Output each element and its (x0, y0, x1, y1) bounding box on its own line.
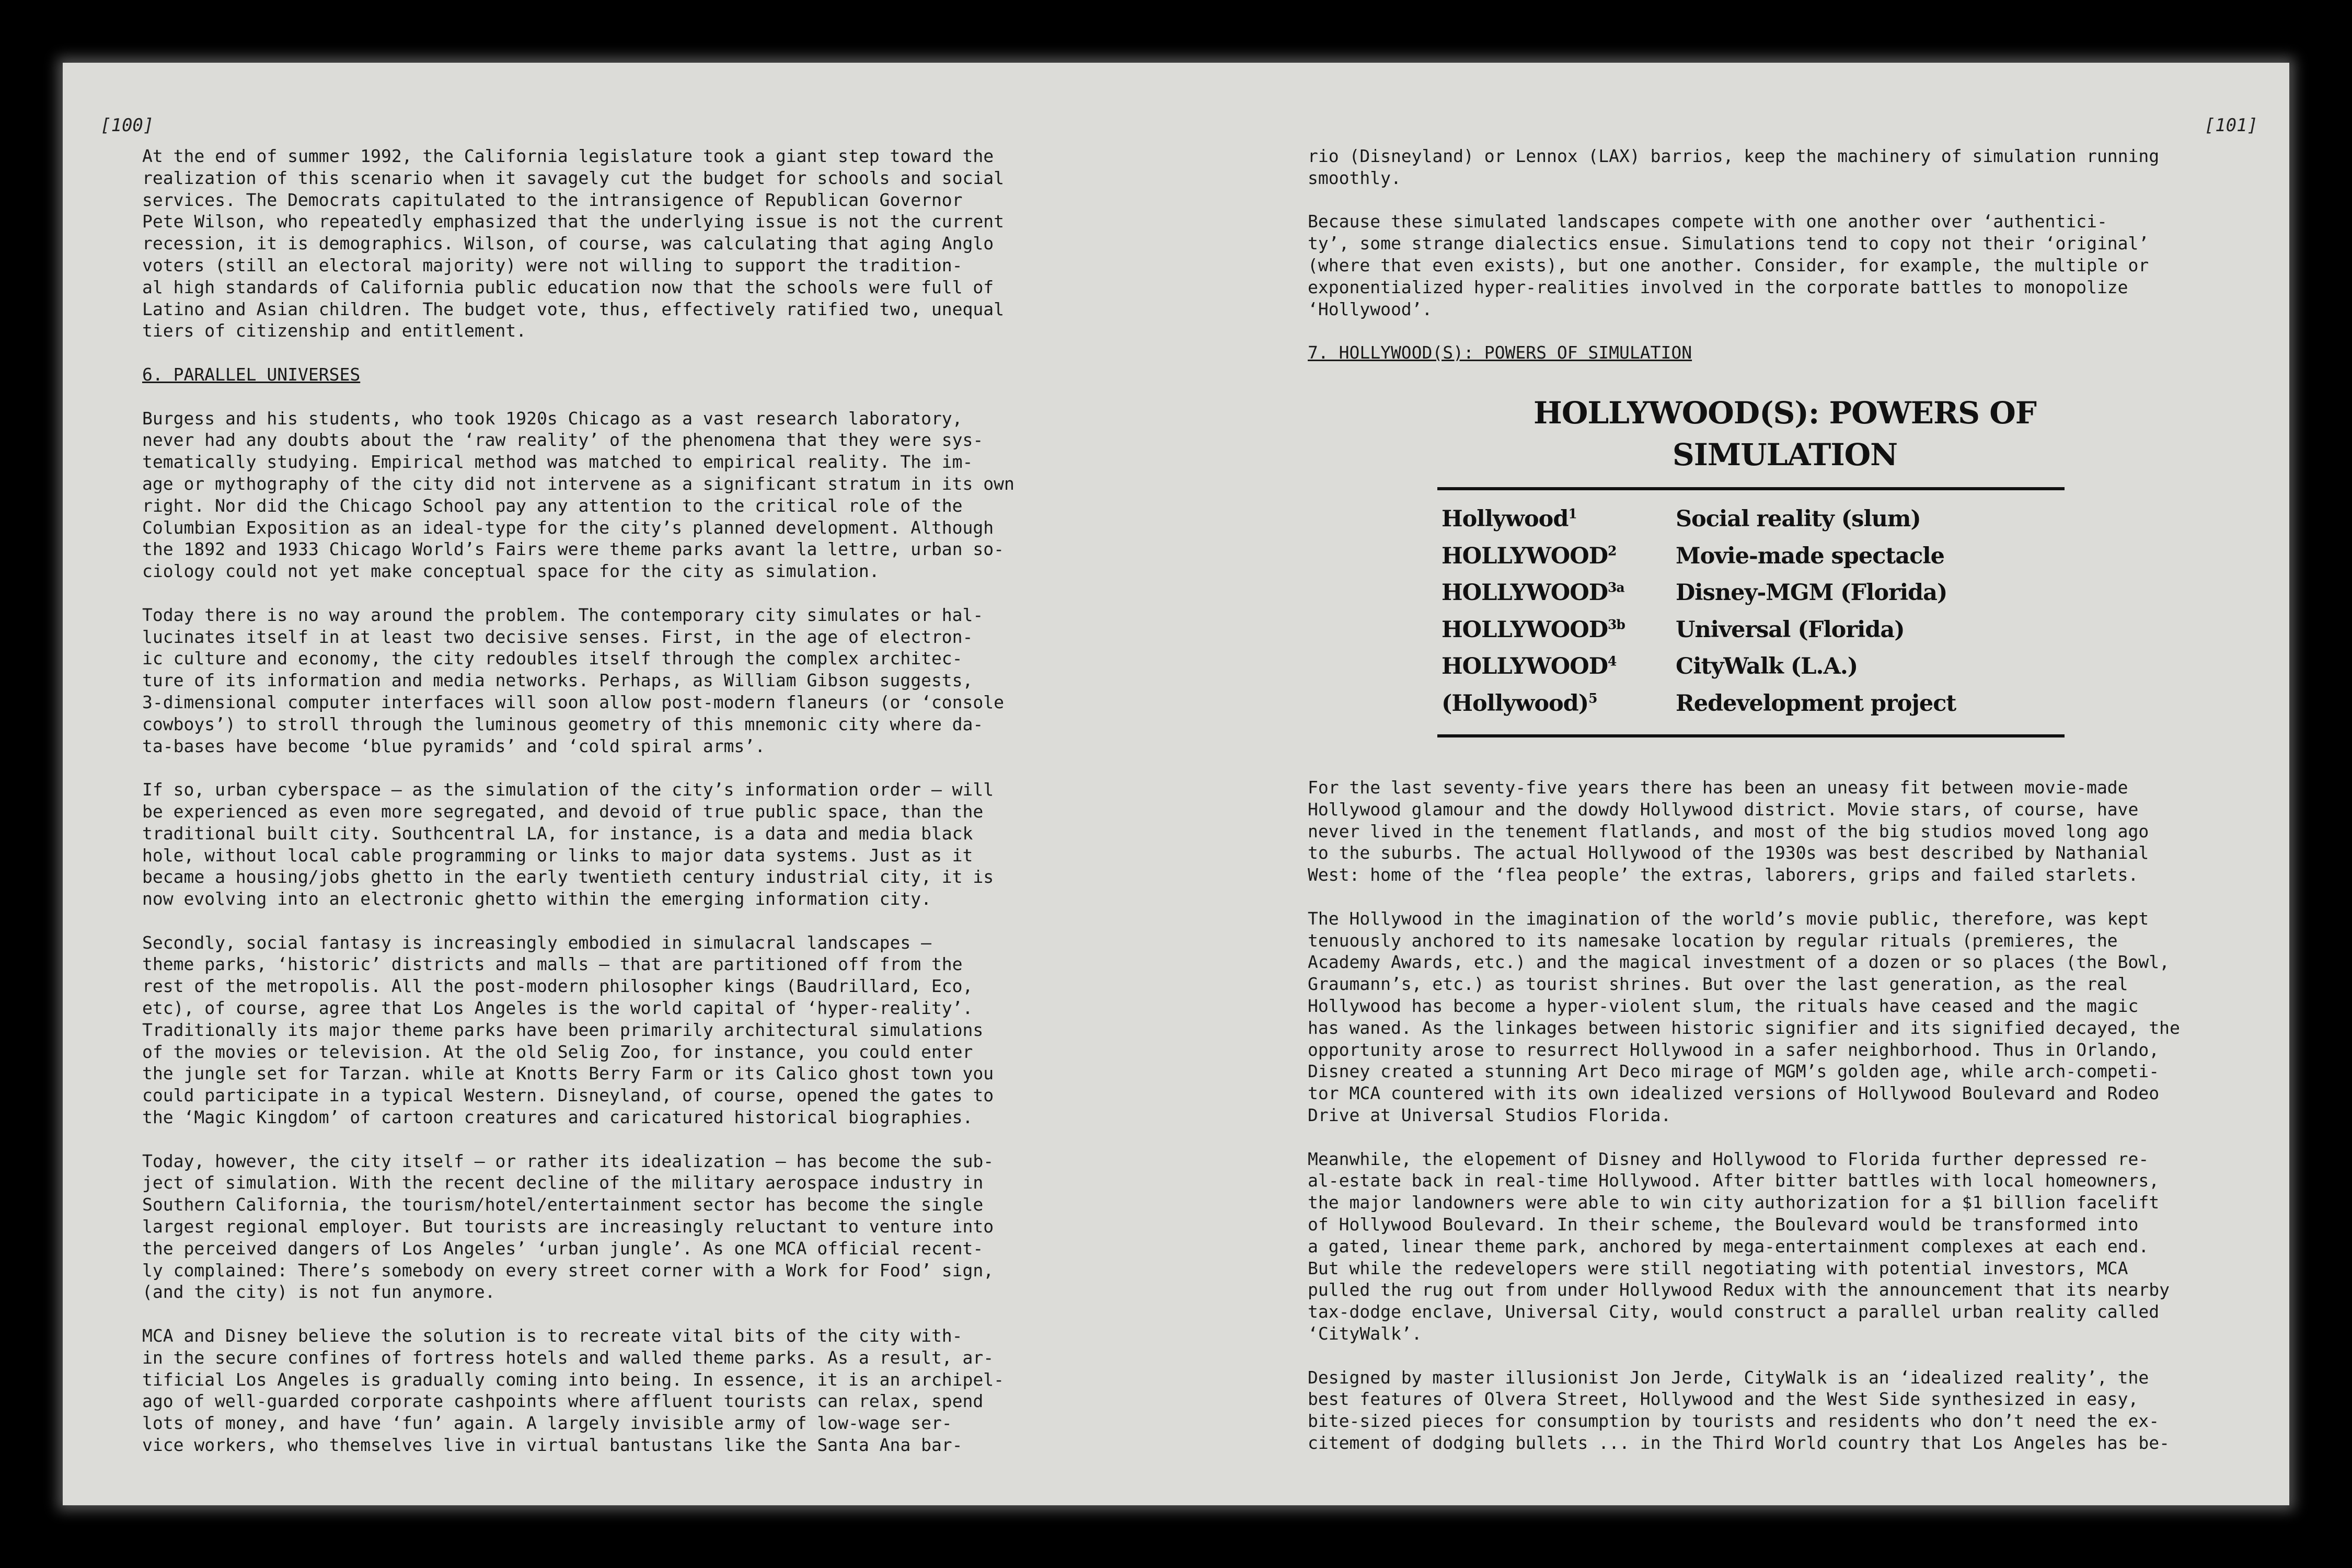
paragraph-gap (1308, 1345, 2280, 1367)
table-row-name: (Hollywood)$^5$ (1442, 690, 1597, 717)
text-line: tor MCA countered with its own idealized versions of Hollywood Boulevard and Rodeo (1308, 1083, 2160, 1104)
text-line: West: home of the ‘flea people’ the extras, laborers, grips and failed starlets. (1308, 864, 2139, 885)
text-line: theme parks, ‘historic’ districts and malls – that are partitioned off from the (142, 954, 963, 975)
paragraph-gap (142, 386, 1114, 408)
right-page-text-top (1308, 145, 2280, 364)
table-row (1437, 543, 2132, 580)
text-line: voters (still an electoral majority) were not willing to support the tradition- (142, 255, 963, 275)
text-line: recession, it is demographics. Wilson, of course, was calculating that aging Anglo (142, 233, 994, 254)
text-line: the jungle set for Tarzan. while at Knotts Berry Farm or its Calico ghost town you (142, 1063, 994, 1084)
table-row-description: Social reality (slum) (1676, 506, 1921, 532)
table-rows (1437, 490, 2132, 727)
text-line: MCA and Disney believe the solution is to recreate vital bits of the city with- (142, 1325, 963, 1346)
table-row-description: Universal (Florida) (1676, 616, 1905, 643)
paragraph-gap (142, 1128, 1114, 1150)
table-row-superscript: 4 (1608, 653, 1617, 669)
table-row-name: $HOLLYWOOD^{3b}$ (1442, 616, 1625, 643)
table-row (1437, 653, 2132, 690)
left-page-number: [100] (100, 115, 154, 136)
text-line: has waned. As the linkages between historic signifier and its signified decayed, the (1308, 1017, 2180, 1038)
table-row-superscript: 5 (1588, 690, 1597, 706)
text-line: ture of its information and media networks. Perhaps, as William Gibson suggests, (142, 670, 973, 691)
text-line: The Hollywood in the imagination of the world’s movie public, therefore, was kept (1308, 908, 2149, 929)
text-line: exponentialized hyper-realities involved in the corporate battles to monopolize (1308, 276, 2128, 297)
text-line: lucinates itself in at least two decisive senses. First, in the age of electron- (142, 626, 973, 647)
text-line: ciology could not yet make conceptual space for the city as simulation. (142, 561, 880, 582)
text-line: never lived in the tenement flatlands, and most of the big studios moved long ago (1308, 821, 2149, 841)
table-row-name: HOLLYWOOD$^2$ (1442, 543, 1617, 569)
text-line: ject of simulation. With the recent decline of the military aerospace industry in (142, 1172, 984, 1193)
table-row-description: Redevelopment project (1676, 690, 1956, 717)
text-line: lots of money, and have ‘fun’ again. A largely invisible army of low-wage ser- (142, 1413, 952, 1434)
text-line: ty’, some strange dialectics ensue. Simulations tend to copy not their ‘original’ (1308, 233, 2149, 254)
text-line: the 1892 and 1933 Chicago World’s Fairs were theme parks avant la lettre, urban so- (142, 539, 1005, 560)
table-row (1437, 506, 2132, 543)
text-line: became a housing/jobs ghetto in the early twentieth century industrial city, it is (142, 867, 994, 887)
text-line: Disney created a stunning Art Deco mirage of MGM’s golden age, while arch-competi- (1308, 1061, 2160, 1082)
table-row-superscript: 2 (1608, 543, 1617, 559)
text-line: Traditionally its major theme parks have been primarily architectural simulations (142, 1019, 984, 1040)
text-line: traditional built city. Southcentral LA, for instance, is a data and media black (142, 823, 973, 844)
text-line: Drive at Universal Studios Florida. (1308, 1104, 1671, 1125)
text-line: could participate in a typical Western. Disneyland, of course, opened the gates to (142, 1085, 994, 1106)
text-line: Academy Awards, etc.) and the magical investment of a dozen or so places (the Bowl, (1308, 952, 2170, 973)
text-line: Latino and Asian children. The budget vote, thus, effectively ratified two, unequal (142, 298, 1005, 319)
table-row-superscript: 3a (1608, 580, 1624, 595)
text-line: tiers of citizenship and entitlement. (142, 320, 527, 341)
right-page-text-bottom (1308, 777, 2280, 1454)
paragraph-gap (142, 757, 1114, 779)
text-line: ly complained: There’s somebody on every street corner with a Work for Food’ sign, (142, 1260, 994, 1281)
text-line: Pete Wilson, who repeatedly emphasized that the underlying issue is not the current (142, 211, 1005, 232)
text-line: Hollywood glamour and the dowdy Hollywood district. Movie stars, of course, have (1308, 799, 2139, 820)
text-line: al high standards of California public education now that the schools were full of (142, 276, 994, 297)
table-row-description: CityWalk (L.A.) (1676, 653, 1858, 679)
text-line: ‘CityWalk’. (1308, 1323, 1422, 1344)
paragraph-gap (142, 342, 1114, 364)
text-line: For the last seventy-five years there has been an uneasy fit between movie-made (1308, 777, 2128, 798)
text-line: Burgess and his students, who took 1920s Chicago as a vast research laboratory, (142, 408, 963, 429)
text-line: best features of Olvera Street, Hollywood and the West Side synthesized in easy, (1308, 1389, 2139, 1410)
text-line: citement of dodging bullets ... in the Third World country that Los Angeles has be- (1308, 1432, 2170, 1453)
table-row-description: Disney-MGM (Florida) (1676, 580, 1947, 606)
text-line: Hollywood has become a hyper-violent slum, the rituals have ceased and the magic (1308, 995, 2139, 1016)
text-line: pulled the rug out from under Hollywood Redux with the announcement that its nearby (1308, 1279, 2170, 1300)
text-line: Because these simulated landscapes compete with one another over ‘authentici- (1308, 211, 2107, 232)
text-line: age or mythography of the city did not intervene as a significant stratum in its own (142, 473, 1014, 494)
table-row-name: $HOLLYWOOD^{3a}$ (1442, 580, 1624, 606)
table-row-name: Hollywood$^1$ (1442, 506, 1577, 532)
text-line: Meanwhile, the elopement of Disney and Hollywood to Florida further depressed re- (1308, 1148, 2149, 1169)
text-line: the ‘Magic Kingdom’ of cartoon creatures and caricatured historical biographies. (142, 1107, 973, 1128)
table-row-name: HOLLYWOOD$^4$ (1442, 653, 1617, 679)
text-line: Secondly, social fantasy is increasingly embodied in simulacral landscapes – (142, 932, 931, 953)
left-page-text (142, 145, 1114, 1456)
text-line: ic culture and economy, the city redoubles itself through the complex architec- (142, 648, 963, 669)
text-line: But while the redevelopers were still negotiating with potential investors, MCA (1308, 1258, 2128, 1278)
paragraph-gap (142, 1303, 1114, 1325)
paragraph-gap (142, 910, 1114, 932)
text-line: of the movies or television. At the old Selig Zoo, for instance, you could enter (142, 1041, 973, 1062)
text-line: Today, however, the city itself – or rather its idealization – has become the sub- (142, 1150, 994, 1171)
text-line: tax-dodge enclave, Universal City, would construct a parallel urban reality called (1308, 1301, 2160, 1322)
text-line: rio (Disneyland) or Lennox (LAX) barrios, keep the machinery of simulation running (1308, 146, 2160, 166)
text-line: hole, without local cable programming or links to major data systems. Just as it (142, 845, 973, 866)
text-line: al-estate back in real-time Hollywood. After bitter battles with local homeowners, (1308, 1170, 2160, 1191)
text-line: Designed by master illusionist Jon Jerde, CityWalk is an ‘idealized reality’, the (1308, 1367, 2149, 1388)
table-row (1437, 580, 2132, 617)
right-page-number: [101] (2204, 115, 2258, 136)
paragraph-gap (1308, 886, 2280, 908)
text-line: (where that even exists), but one another. Consider, for example, the multiple or (1308, 255, 2149, 275)
text-line: largest regional employer. But tourists are increasingly reluctant to venture into (142, 1216, 994, 1237)
text-line: tificial Los Angeles is gradually coming into being. In essence, it is an archipel- (142, 1369, 1005, 1390)
text-line: bite-sized pieces for consumption by tourists and residents who don’t need the ex- (1308, 1411, 2160, 1432)
text-line: cowboys’) to stroll through the luminous geometry of this mnemonic city where da- (142, 713, 984, 734)
text-line: Southern California, the tourism/hotel/entertainment sector has become the single (142, 1194, 984, 1215)
paragraph-gap (1308, 320, 2280, 342)
text-line: never had any doubts about the ‘raw reality’ of the phenomena that they were sys- (142, 430, 984, 451)
text-line: tematically studying. Empirical method was matched to empirical reality. The im- (142, 452, 973, 472)
table-title-line-2: SIMULATION (1672, 437, 1898, 472)
text-line: tenuously anchored to its namesake location by regular rituals (premieres, the (1308, 930, 2118, 951)
text-line: the perceived dangers of Los Angeles’ ‘urban jungle’. As one MCA official recent- (142, 1238, 984, 1259)
table-row-description: Movie-made spectacle (1676, 543, 1944, 569)
paragraph-gap (1308, 1126, 2280, 1148)
table-row (1437, 690, 2132, 728)
hollywood-table (1437, 392, 2132, 737)
text-line: of Hollywood Boulevard. In their scheme, the Boulevard would be transformed into (1308, 1214, 2139, 1235)
text-line: ‘Hollywood’. (1308, 298, 1433, 319)
text-line: vice workers, who themselves live in virtual bantustans like the Santa Ana bar- (142, 1435, 963, 1456)
text-line: the major landowners were able to win city authorization for a $1 billion facelift (1308, 1192, 2160, 1213)
table-row-superscript: 3b (1608, 617, 1625, 632)
section-heading: 6. PARALLEL UNIVERSES (142, 364, 361, 385)
text-line: Graumann’s, etc.) as tourist shrines. But over the last generation, as the real (1308, 974, 2128, 995)
text-line: If so, urban cyberspace – as the simulation of the city’s information order – will (142, 779, 994, 800)
text-line: opportunity arose to resurrect Hollywood in a safer neighborhood. Thus in Orlando, (1308, 1039, 2160, 1060)
text-line: right. Nor did the Chicago School pay any attention to the critical role of the (142, 495, 963, 516)
table-title-line-1: HOLLYWOOD(S): POWERS OF (1534, 395, 2036, 431)
text-line: At the end of summer 1992, the California legislature took a giant step toward the (142, 146, 994, 166)
paragraph-gap (1308, 189, 2280, 211)
table-bottom-rule (1437, 734, 2065, 737)
text-line: Columbian Exposition as an ideal-type for the city’s planned development. Although (142, 517, 994, 538)
text-line: ta-bases have become ‘blue pyramids’ and ‘cold spiral arms’. (142, 735, 766, 756)
table-row (1437, 617, 2132, 654)
table-row-superscript: 1 (1568, 506, 1577, 522)
text-line: ago of well-guarded corporate cashpoints where affluent tourists can relax, spend (142, 1391, 984, 1412)
text-line: Today there is no way around the problem. The contemporary city simulates or hal- (142, 604, 984, 625)
text-line: 3-dimensional computer interfaces will soon allow post-modern flaneurs (or ‘console (142, 691, 1005, 712)
text-line: etc), of course, agree that Los Angeles is the world capital of ‘hyper-reality’. (142, 998, 973, 1019)
text-line: now evolving into an electronic ghetto within the emerging information city. (142, 889, 931, 909)
text-line: services. The Democrats capitulated to the intransigence of Republican Governor (142, 189, 963, 210)
text-line: (and the city) is not fun anymore. (142, 1282, 495, 1302)
text-line: smoothly. (1308, 167, 1401, 188)
text-line: rest of the metropolis. All the post-modern philosopher kings (Baudrillard, Eco, (142, 976, 973, 997)
text-line: to the suburbs. The actual Hollywood of the 1930s was best described by Nathanial (1308, 843, 2149, 863)
text-line: in the secure confines of fortress hotels and walled theme parks. As a result, ar- (142, 1347, 994, 1368)
book-spread (63, 63, 2289, 1505)
text-line: be experienced as even more segregated, and devoid of true public space, than the (142, 801, 984, 822)
section-heading: 7. HOLLYWOOD(S): POWERS OF SIMULATION (1308, 342, 1692, 363)
text-line: realization of this scenario when it savagely cut the budget for schools and social (142, 167, 1005, 188)
text-line: a gated, linear theme park, anchored by mega-entertainment complexes at each end. (1308, 1236, 2149, 1256)
paragraph-gap (142, 582, 1114, 604)
